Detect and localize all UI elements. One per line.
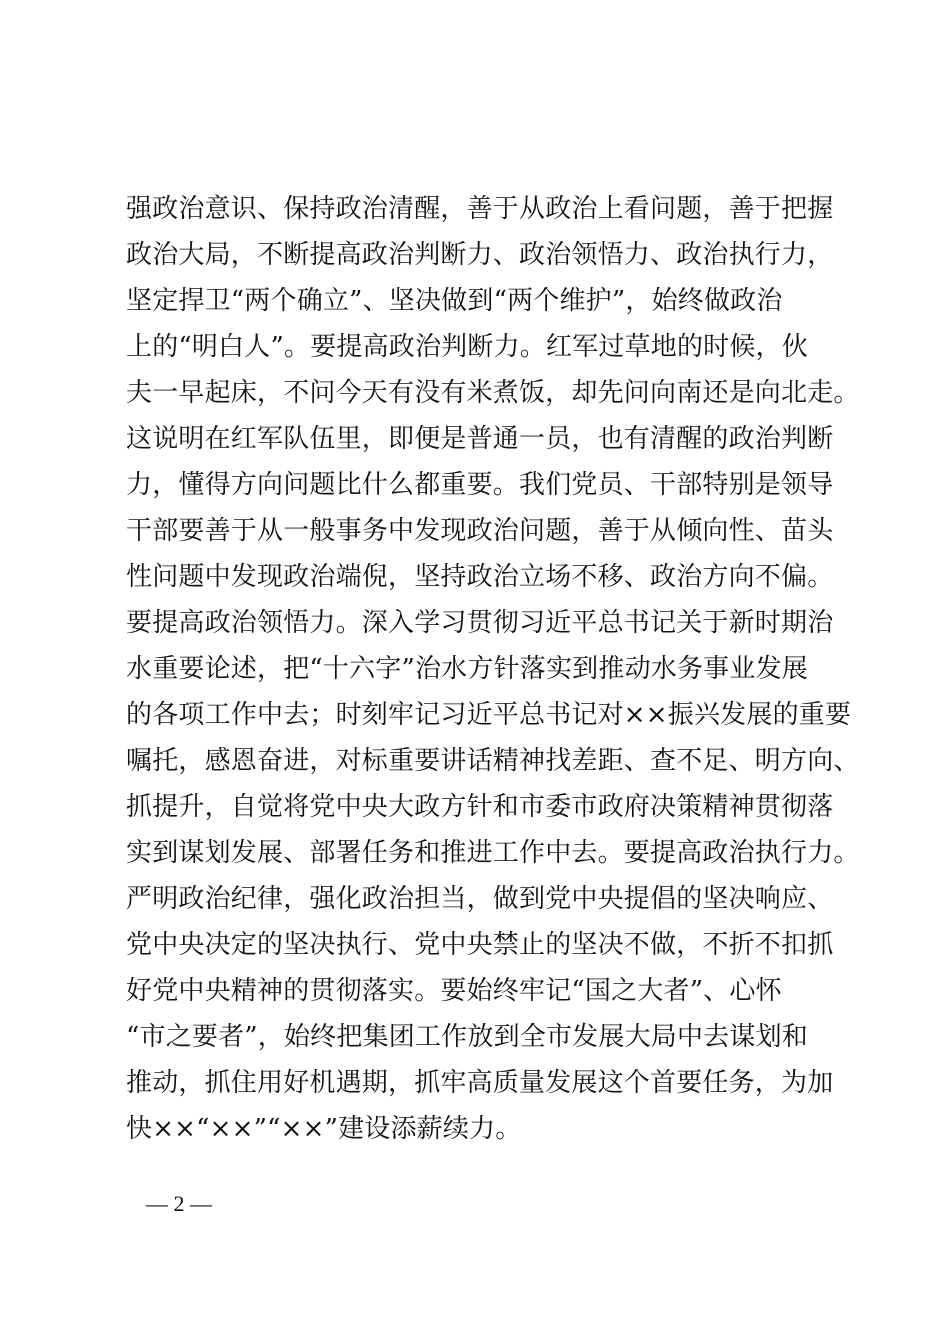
text-line: 嘱托，感恩奋进，对标重要讲话精神找差距、查不足、明方向、 <box>126 746 860 776</box>
text-line: 政治大局，不断提高政治判断力、政治领悟力、政治执行力， <box>126 240 834 270</box>
text-line: 强政治意识、保持政治清醒，善于从政治上看问题，善于把握 <box>126 194 834 224</box>
text-line: “市之要者”，始终把集团工作放到全市发展大局中去谋划和 <box>126 1022 808 1052</box>
text-line: 的各项工作中去；时刻牢记习近平总书记对××振兴发展的重要 <box>126 700 852 730</box>
text-line: 党中央决定的坚决执行、党中央禁止的坚决不做，不折不扣抓 <box>126 930 834 960</box>
body-paragraph <box>126 186 860 1152</box>
text-line: 快××“××”“××”建设添薪续力。 <box>126 1114 522 1144</box>
text-line: 性问题中发现政治端倪，坚持政治立场不移、政治方向不偏。 <box>126 562 834 592</box>
text-line: 好党中央精神的贯彻落实。要始终牢记“国之大者”、心怀 <box>126 976 782 1006</box>
text-line: 要提高政治领悟力。深入学习贯彻习近平总书记关于新时期治 <box>126 608 834 638</box>
text-line: 严明政治纪律，强化政治担当，做到党中央提倡的坚决响应、 <box>126 884 834 914</box>
text-line: 夫一早起床，不问今天有没有米煮饭，却先问向南还是向北走。 <box>126 378 860 408</box>
text-line: 实到谋划发展、部署任务和推进工作中去。要提高政治执行力。 <box>126 838 860 868</box>
text-line: 干部要善于从一般事务中发现政治问题，善于从倾向性、苗头 <box>126 516 834 546</box>
page-number: — 2 — <box>146 1191 212 1216</box>
text-line: 力，懂得方向问题比什么都重要。我们党员、干部特别是领导 <box>126 470 834 500</box>
text-line: 推动，抓住用好机遇期，抓牢高质量发展这个首要任务，为加 <box>126 1068 834 1098</box>
text-line: 上的“明白人”。要提高政治判断力。红军过草地的时候，伙 <box>126 332 808 362</box>
text-line: 抓提升，自觉将党中央大政方针和市委市政府决策精神贯彻落 <box>126 792 834 822</box>
text-line: 坚定捍卫“两个确立”、坚决做到“两个维护”，始终做政治 <box>126 286 783 316</box>
text-line: 这说明在红军队伍里，即便是普通一员，也有清醒的政治判断 <box>126 424 834 454</box>
text-line: 水重要论述，把“十六字”治水方针落实到推动水务事业发展 <box>126 654 808 684</box>
